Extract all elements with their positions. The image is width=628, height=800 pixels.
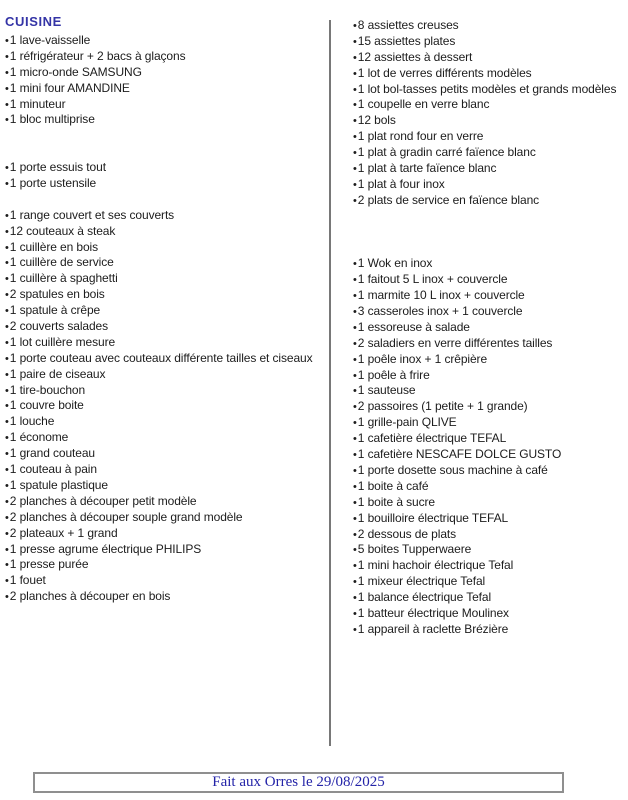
list-item [5, 383, 327, 399]
list-item [353, 288, 625, 304]
bullet-icon: • [353, 274, 357, 287]
bullet-icon: • [5, 543, 9, 556]
bullet-icon: • [353, 83, 357, 96]
item-text: 1 lave-vaisselle [9, 33, 91, 47]
item-text: 2 plats de service en faïence blanc [357, 192, 540, 207]
list-item [5, 446, 327, 462]
item-text: 1 couteau à pain [9, 462, 97, 477]
item-text: 1 boite à café [357, 478, 429, 493]
list-item [5, 160, 327, 176]
list-item [5, 319, 327, 335]
item-text: 5 boites Tupperwaere [357, 542, 472, 557]
list-item [5, 255, 327, 271]
bullet-icon: • [353, 496, 357, 509]
bullet-icon: • [353, 306, 357, 319]
item-text: 1 faitout 5 L inox + couvercle [357, 272, 508, 287]
list-item [353, 574, 625, 590]
column-divider-line [329, 20, 331, 746]
bullet-icon: • [5, 559, 9, 572]
blank-line [5, 128, 327, 144]
bullet-icon: • [5, 321, 9, 334]
list-item [5, 271, 327, 287]
list-item [353, 66, 625, 82]
bullet-icon: • [5, 479, 9, 492]
list-item [353, 304, 625, 320]
list-item [353, 193, 625, 209]
item-text: 1 lot de verres différents modèles [357, 65, 532, 80]
item-text: 2 couverts salades [9, 319, 109, 334]
bullet-icon: • [5, 50, 9, 63]
list-item [353, 145, 625, 161]
list-item [5, 557, 327, 573]
item-text: 1 grille-pain QLIVE [357, 415, 457, 430]
bullet-icon: • [5, 178, 9, 191]
bullet-icon: • [353, 385, 357, 398]
item-text: 1 balance électrique Tefal [357, 590, 492, 605]
bullet-icon: • [353, 115, 357, 128]
item-text: 1 bloc multiprise [9, 112, 95, 127]
list-item [5, 351, 327, 367]
footer-box [33, 772, 564, 793]
item-text: 1 spatule à crêpe [9, 303, 101, 318]
item-text: 3 casseroles inox + 1 couvercle [357, 304, 523, 319]
list-item [5, 335, 327, 351]
item-text: 12 couteaux à steak [9, 223, 116, 238]
blank-line [353, 209, 625, 225]
list-item [353, 320, 625, 336]
list-item [353, 527, 625, 543]
list-item [353, 399, 625, 415]
item-text: 2 passoires (1 petite + 1 grande) [357, 399, 528, 414]
bullet-icon: • [5, 384, 9, 397]
list-item [353, 352, 625, 368]
bullet-icon: • [353, 480, 357, 493]
item-text: 2 saladiers en verre différentes tailles [357, 335, 553, 350]
blank-line [5, 144, 327, 160]
item-text: 1 appareil à raclette Brézière [357, 621, 509, 636]
bullet-icon: • [5, 305, 9, 318]
item-text: 1 batteur électrique Moulinex [357, 605, 509, 620]
item-text: 1 fouet [9, 573, 46, 588]
item-text: 1 cafetière électrique TEFAL [357, 431, 507, 446]
list-item [353, 447, 625, 463]
blank-line [353, 225, 625, 241]
bullet-icon: • [5, 448, 9, 461]
list-item [353, 18, 625, 34]
bullet-icon: • [5, 289, 9, 302]
blank-line [5, 192, 327, 208]
left-column-list [5, 33, 327, 605]
bullet-icon: • [353, 178, 357, 191]
list-item [5, 573, 327, 589]
bullet-icon: • [353, 433, 357, 446]
list-item [353, 34, 625, 50]
item-text: 2 planches à découper en bois [9, 589, 171, 604]
bullet-icon: • [353, 290, 357, 303]
list-item [5, 478, 327, 494]
item-text: 1 tire-bouchon [9, 382, 86, 397]
item-text: 1 presse agrume électrique PHILIPS [9, 541, 202, 556]
list-item [5, 81, 327, 97]
item-text: 1 louche [9, 414, 55, 429]
bullet-icon: • [353, 592, 357, 605]
bullet-icon: • [353, 623, 357, 636]
item-text: 1 porte ustensile [9, 176, 97, 191]
bullet-icon: • [5, 527, 9, 540]
item-text: 2 planches à découper petit modèle [9, 493, 197, 508]
bullet-icon: • [5, 35, 9, 47]
item-text: 1 bouilloire électrique TEFAL [357, 510, 509, 525]
item-text: 1 coupelle en verre blanc [357, 97, 490, 112]
bullet-icon: • [353, 607, 357, 620]
item-text: 8 assiettes creuses [357, 18, 459, 32]
list-item [353, 383, 625, 399]
bullet-icon: • [353, 512, 357, 525]
list-item [353, 177, 625, 193]
list-item [353, 463, 625, 479]
right-column-list [353, 18, 625, 638]
bullet-icon: • [353, 163, 357, 176]
list-item [353, 161, 625, 177]
bullet-icon: • [353, 321, 357, 334]
item-text: 1 mixeur électrique Tefal [357, 574, 486, 589]
item-text: 1 porte dosette sous machine à café [357, 462, 548, 477]
item-text: 1 spatule plastique [9, 477, 108, 492]
list-item [5, 589, 327, 605]
bullet-icon: • [353, 20, 357, 32]
list-item [353, 50, 625, 66]
item-text: 1 minuteur [9, 96, 66, 111]
bullet-icon: • [353, 258, 357, 271]
list-item [5, 398, 327, 414]
list-item [5, 287, 327, 303]
item-text: 1 économe [9, 430, 69, 445]
bullet-icon: • [353, 369, 357, 382]
list-item [5, 542, 327, 558]
item-text: 1 poêle inox + 1 crêpière [357, 351, 488, 366]
bullet-icon: • [353, 417, 357, 430]
list-item [353, 82, 625, 98]
list-item [353, 113, 625, 129]
list-item [5, 112, 327, 128]
item-text: 1 plat à gradin carré faïence blanc [357, 145, 536, 160]
bullet-icon: • [5, 495, 9, 508]
item-text: 1 Wok en inox [357, 256, 433, 271]
item-text: 1 micro-onde SAMSUNG [9, 64, 142, 79]
item-text: 1 poêle à frire [357, 367, 430, 382]
item-text: 1 plat à four inox [357, 176, 445, 191]
list-item [5, 65, 327, 81]
bullet-icon: • [5, 241, 9, 254]
item-text: 1 marmite 10 L inox + couvercle [357, 288, 525, 303]
bullet-icon: • [5, 273, 9, 286]
bullet-icon: • [353, 544, 357, 557]
item-text: 1 plat rond four en verre [357, 129, 484, 144]
list-item [353, 129, 625, 145]
item-text: 1 plat à tarte faïence blanc [357, 161, 497, 176]
bullet-icon: • [5, 575, 9, 588]
section-heading-cuisine: CUISINE [5, 14, 62, 29]
bullet-icon: • [353, 131, 357, 144]
item-text: 1 couvre boite [9, 398, 84, 413]
bullet-icon: • [353, 449, 357, 462]
list-item [353, 272, 625, 288]
list-item [5, 430, 327, 446]
list-item [5, 414, 327, 430]
item-text: 1 cuillère de service [9, 255, 114, 270]
list-item [353, 97, 625, 113]
list-item [5, 49, 327, 65]
list-item [5, 494, 327, 510]
item-text: 12 assiettes à dessert [357, 49, 473, 64]
bullet-icon: • [5, 82, 9, 95]
bullet-icon: • [353, 67, 357, 80]
bullet-icon: • [5, 352, 9, 365]
bullet-icon: • [5, 114, 9, 127]
list-item [353, 431, 625, 447]
right-column [353, 18, 625, 638]
bullet-icon: • [353, 576, 357, 589]
list-item [353, 606, 625, 622]
bullet-icon: • [353, 35, 357, 48]
bullet-icon: • [353, 528, 357, 541]
item-text: 2 dessous de plats [357, 526, 457, 541]
list-item [353, 256, 625, 272]
bullet-icon: • [353, 51, 357, 64]
item-text: 2 spatules en bois [9, 287, 105, 302]
bullet-icon: • [5, 336, 9, 349]
bullet-icon: • [5, 225, 9, 238]
list-item [5, 97, 327, 113]
item-text: 1 mini four AMANDINE [9, 80, 130, 95]
list-item [5, 240, 327, 256]
bullet-icon: • [5, 66, 9, 79]
item-text: 1 porte essuis tout [9, 160, 106, 175]
item-text: 1 range couvert et ses couverts [9, 207, 175, 222]
bullet-icon: • [5, 209, 9, 222]
item-text: 1 boite à sucre [357, 494, 435, 509]
list-item [353, 368, 625, 384]
list-item [5, 176, 327, 192]
bullet-icon: • [5, 464, 9, 477]
item-text: 1 lot bol-tasses petits modèles et grands modèles [357, 81, 617, 96]
list-item [5, 33, 327, 49]
item-text: 1 réfrigérateur + 2 bacs à glaçons [9, 48, 186, 63]
item-text: 1 mini hachoir électrique Tefal [357, 558, 514, 573]
list-item [353, 511, 625, 527]
list-item [5, 510, 327, 526]
item-text: 1 paire de ciseaux [9, 366, 106, 381]
list-item [353, 558, 625, 574]
bullet-icon: • [5, 511, 9, 524]
bullet-icon: • [353, 337, 357, 350]
list-item [5, 462, 327, 478]
bullet-icon: • [353, 353, 357, 366]
item-text: 1 lot cuillère mesure [9, 334, 116, 349]
item-text: 12 bols [357, 113, 396, 128]
list-item [353, 415, 625, 431]
list-item [5, 224, 327, 240]
list-item [5, 526, 327, 542]
item-text: 1 cuillère à spaghetti [9, 271, 118, 286]
bullet-icon: • [353, 401, 357, 414]
bullet-icon: • [353, 560, 357, 573]
list-item [353, 479, 625, 495]
bullet-icon: • [5, 162, 9, 175]
item-text: 1 cuillère en bois [9, 239, 99, 254]
item-text: 1 presse purée [9, 557, 89, 572]
item-text: 1 grand couteau [9, 446, 96, 461]
left-column [5, 15, 327, 605]
item-text: 15 assiettes plates [357, 33, 456, 48]
list-item [5, 367, 327, 383]
list-item [5, 208, 327, 224]
bullet-icon: • [353, 147, 357, 160]
bullet-icon: • [5, 432, 9, 445]
bullet-icon: • [5, 400, 9, 413]
bullet-icon: • [353, 99, 357, 112]
list-item [5, 303, 327, 319]
item-text: 1 porte couteau avec couteaux différente tailles et ciseaux [9, 350, 313, 365]
bullet-icon: • [5, 416, 9, 429]
bullet-icon: • [353, 464, 357, 477]
blank-line [353, 240, 625, 256]
list-item [353, 495, 625, 511]
bullet-icon: • [5, 98, 9, 111]
footer-date-text: Fait aux Orres le 29/08/2025 [212, 774, 385, 790]
item-text: 2 plateaux + 1 grand [9, 525, 118, 540]
bullet-icon: • [5, 591, 9, 604]
item-text: 1 sauteuse [357, 383, 416, 398]
list-item [353, 590, 625, 606]
item-text: 1 essoreuse à salade [357, 319, 470, 334]
list-item [353, 542, 625, 558]
bullet-icon: • [353, 194, 357, 207]
item-text: 1 cafetière NESCAFE DOLCE GUSTO [357, 447, 562, 462]
bullet-icon: • [5, 257, 9, 270]
bullet-icon: • [5, 368, 9, 381]
item-text: 2 planches à découper souple grand modèle [9, 509, 243, 524]
list-item [353, 336, 625, 352]
list-item [353, 622, 625, 638]
